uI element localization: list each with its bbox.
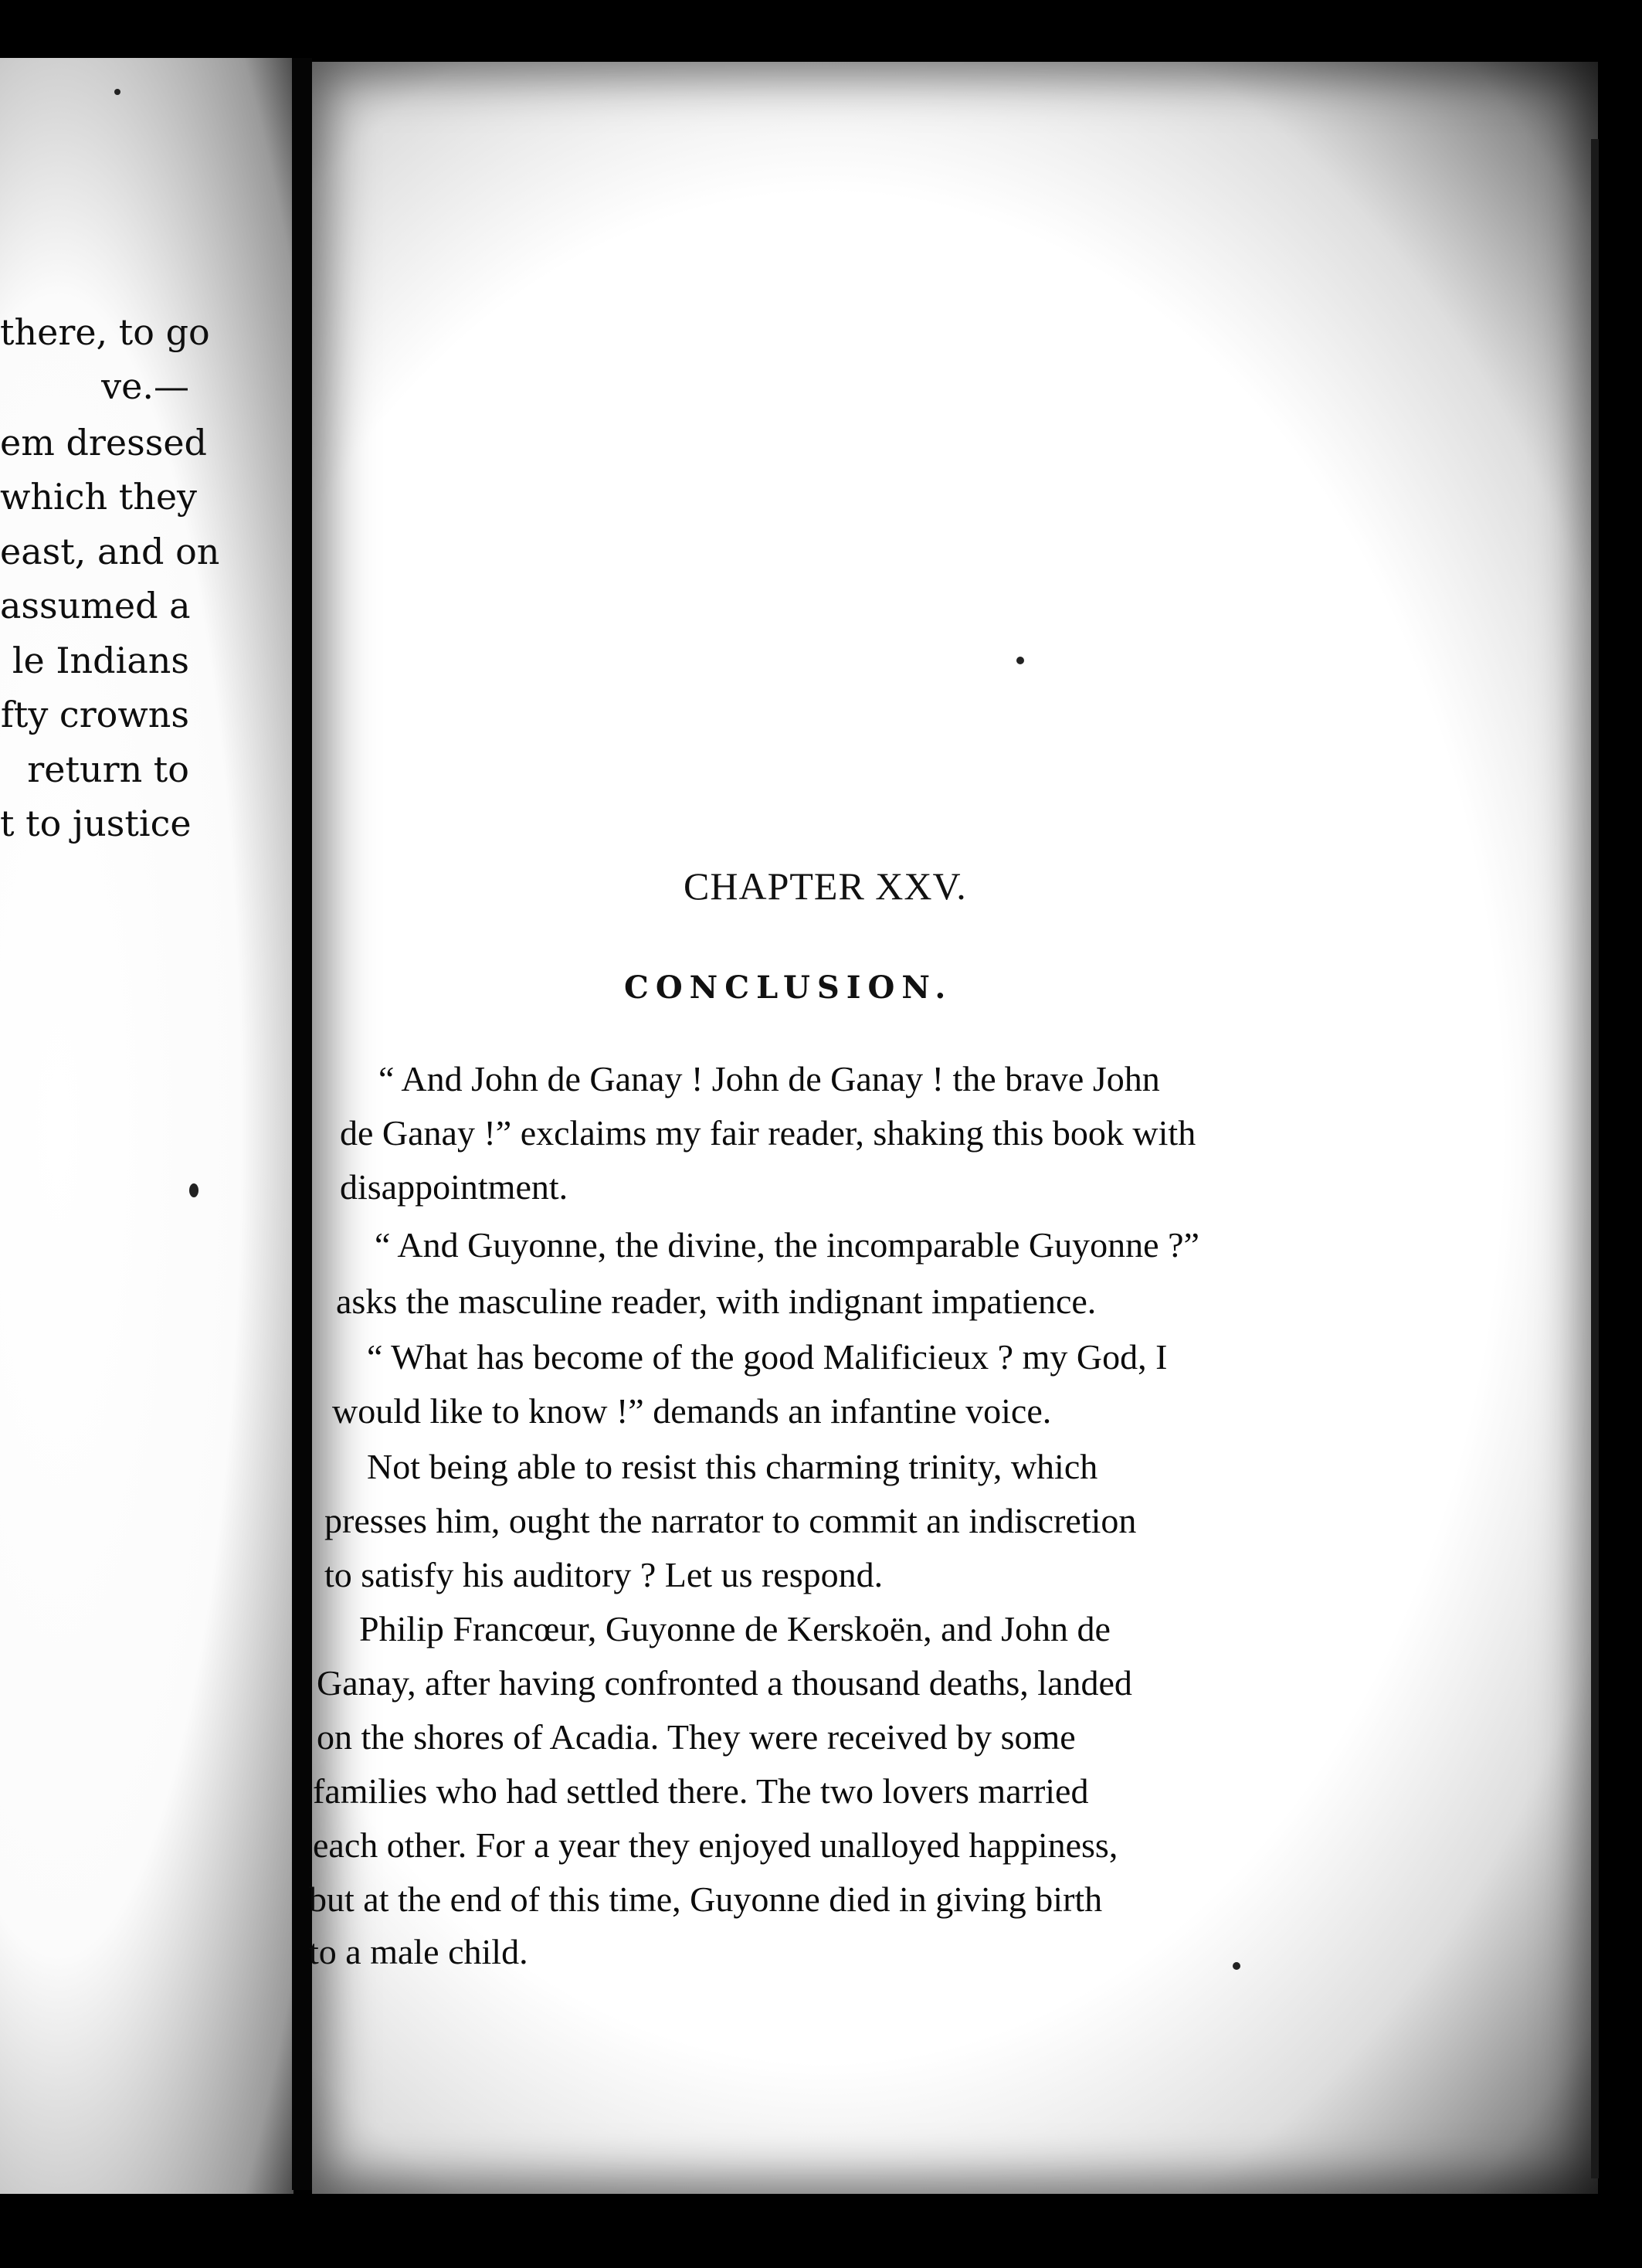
page-edge xyxy=(1591,139,1599,2178)
body-line: “ What has become of the good Malificieux ? my God, I xyxy=(367,1337,1168,1377)
body-line: would like to know !” demands an infantine voice. xyxy=(332,1391,1052,1431)
scan-speck xyxy=(1016,657,1024,664)
body-line: presses him, ought the narrator to commit an indiscretion xyxy=(324,1501,1137,1540)
body-line: Philip Francœur, Guyonne de Kerskoën, and John de xyxy=(359,1609,1111,1648)
scan-speck xyxy=(189,1183,198,1197)
left-page-line: there, to go xyxy=(0,311,210,353)
left-page-line: assumed a xyxy=(0,585,191,626)
body-line: to satisfy his auditory ? Let us respond. xyxy=(324,1555,884,1594)
left-page-line: east, and on xyxy=(0,531,220,572)
scan-speck xyxy=(114,89,120,95)
body-line: disappointment. xyxy=(340,1167,568,1207)
left-page xyxy=(0,58,293,2194)
chapter-subtitle: CONCLUSION. xyxy=(624,969,953,1006)
body-line: de Ganay !” exclaims my fair reader, shaking this book with xyxy=(340,1113,1196,1153)
left-page-line: which they xyxy=(0,476,198,518)
left-page-line: t to justice xyxy=(0,803,192,844)
left-page-line: le Indians xyxy=(12,640,189,681)
body-line: Not being able to resist this charming trinity, which xyxy=(367,1447,1098,1486)
scan-speck xyxy=(1233,1962,1240,1970)
body-line: “ And John de Ganay ! John de Ganay ! the brave John xyxy=(378,1059,1160,1098)
body-line: but at the end of this time, Guyonne died in giving birth xyxy=(309,1879,1103,1919)
left-page-line: em dressed xyxy=(0,422,208,463)
body-line: to a male child. xyxy=(309,1932,528,1971)
body-line: “ And Guyonne, the divine, the incomparable Guyonne ?” xyxy=(375,1225,1199,1265)
left-page-line: return to xyxy=(27,749,189,790)
chapter-title: CHAPTER XXV. xyxy=(684,864,967,908)
book-gutter xyxy=(292,58,312,2190)
body-line: families who had settled there. The two lovers married xyxy=(313,1771,1089,1811)
body-line: asks the masculine reader, with indignant impatience. xyxy=(336,1282,1097,1321)
body-line: Ganay, after having confronted a thousand deaths, landed xyxy=(317,1663,1132,1703)
body-line: on the shores of Acadia. They were received by some xyxy=(317,1717,1076,1757)
left-page-line: fty crowns xyxy=(0,694,189,735)
left-page-line: ve.— xyxy=(101,365,189,407)
body-line: each other. For a year they enjoyed unalloyed happiness, xyxy=(313,1825,1118,1865)
